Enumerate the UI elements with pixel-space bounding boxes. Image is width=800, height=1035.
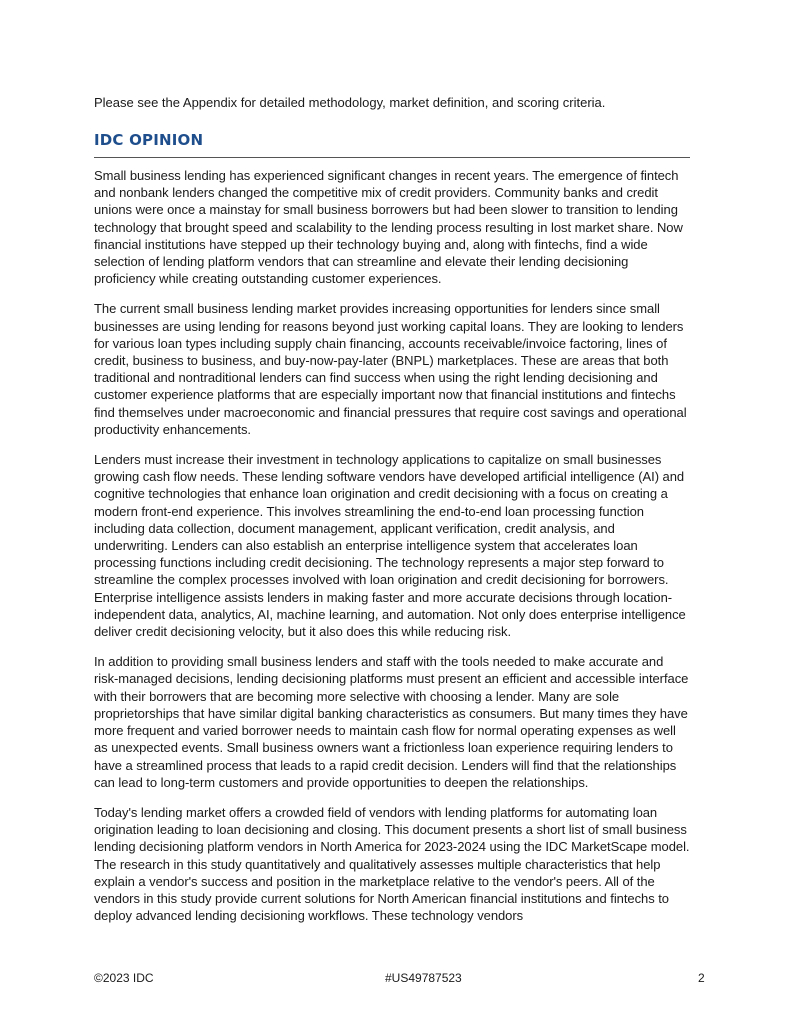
paragraph-5: Today's lending market offers a crowded field of vendors with lending platforms for automating loan origination leading to loan decisioning and closing. This document presents a short list of small business lending decisioning platform vendors in North America for 2023-2024 using the IDC MarketScape model. The research in this study quantitatively and qualitatively assesses multiple characteristics that help explain a vendor's success and position in the marketplace relative to the vendor's peers. All of the vendors in this study provide current solutions for North American financial institutions and fintechs to deploy advanced lending decisioning workflows. These technology vendors [94,804,690,924]
section-body [94,167,690,937]
footer-document-id: #US49787523 [385,971,462,985]
paragraph-3: Lenders must increase their investment in technology applications to capitalize on small businesses growing cash flow needs. These lending software vendors have developed artificial intelligence (AI) and cognitive technologies that enhance loan origination and credit decisioning with a focus on creating a modern front-end experience. This involves streamlining the end-to-end loan processing function including data collection, document management, applicant verification, credit analysis, and underwriting. Lenders can also establish an enterprise intelligence system that accelerates loan processing functions including credit decisioning. The technology represents a major step forward to streamline the complex processes involved with loan origination and credit decisioning for borrowers. Enterprise intelligence assists lenders in making faster and more accurate decisions through location-independent data, analytics, AI, machine learning, and automation. Not only does enterprise intelligence deliver credit decisioning velocity, but it also does this while reducing risk. [94,452,686,640]
section-heading: IDC OPINION [94,131,204,149]
intro-text: Please see the Appendix for detailed methodology, market definition, and scoring criteria. [94,95,606,110]
paragraph-1: Small business lending has experienced significant changes in recent years. The emergence of fintech and nonbank lenders changed the competitive mix of credit providers. Community banks and credit unions were once a mainstay for small business borrowers but had been slower to transition to lending technology that brought speed and scalability to the lending process resulting in lost market share. Now financial institutions have stepped up their technology buying and, along with fintechs, find a wide selection of lending platform vendors that can streamline and elevate their lending decisioning proficiency while creating outstanding customer experiences. [94,168,683,287]
paragraph-2: The current small business lending market provides increasing opportunities for lenders since small businesses are using lending for reasons beyond just working capital loans. They are looking to lenders for various loan types including supply chain financing, accounts receivable/invoice factoring, lines of credit, business to business, and buy-now-pay-later (BNPL) marketplaces. These are areas that both traditional and nontraditional lenders can find success when using the right lending decisioning and customer experience platforms that are especially important now that financial institutions and fintechs find themselves under macroeconomic and financial pressures that require cost savings and operational productivity enhancements. [94,301,687,437]
paragraph-4: In addition to providing small business lenders and staff with the tools needed to make accurate and risk-managed decisions, lending decisioning platforms must present an efficient and accessible interface with their borrowers that are becoming more selective with choosing a lender. Many are sole proprietorships that have similar digital banking characteristics as consumers. But many times they have more frequent and varied borrower needs to maintain cash flow for normal operating expenses as well as unexpected events. Small business owners want a frictionless loan experience requiring lenders to have a streamlined process that leads to a rapid credit decision. Lenders will find that the relationships can lead to long-term customers and provide opportunities to deepen the relationships. [94,654,689,790]
page-footer [0,969,800,987]
footer-copyright: ©2023 IDC [94,971,154,985]
footer-page-number: 2 [698,971,705,985]
heading-divider [94,157,690,158]
